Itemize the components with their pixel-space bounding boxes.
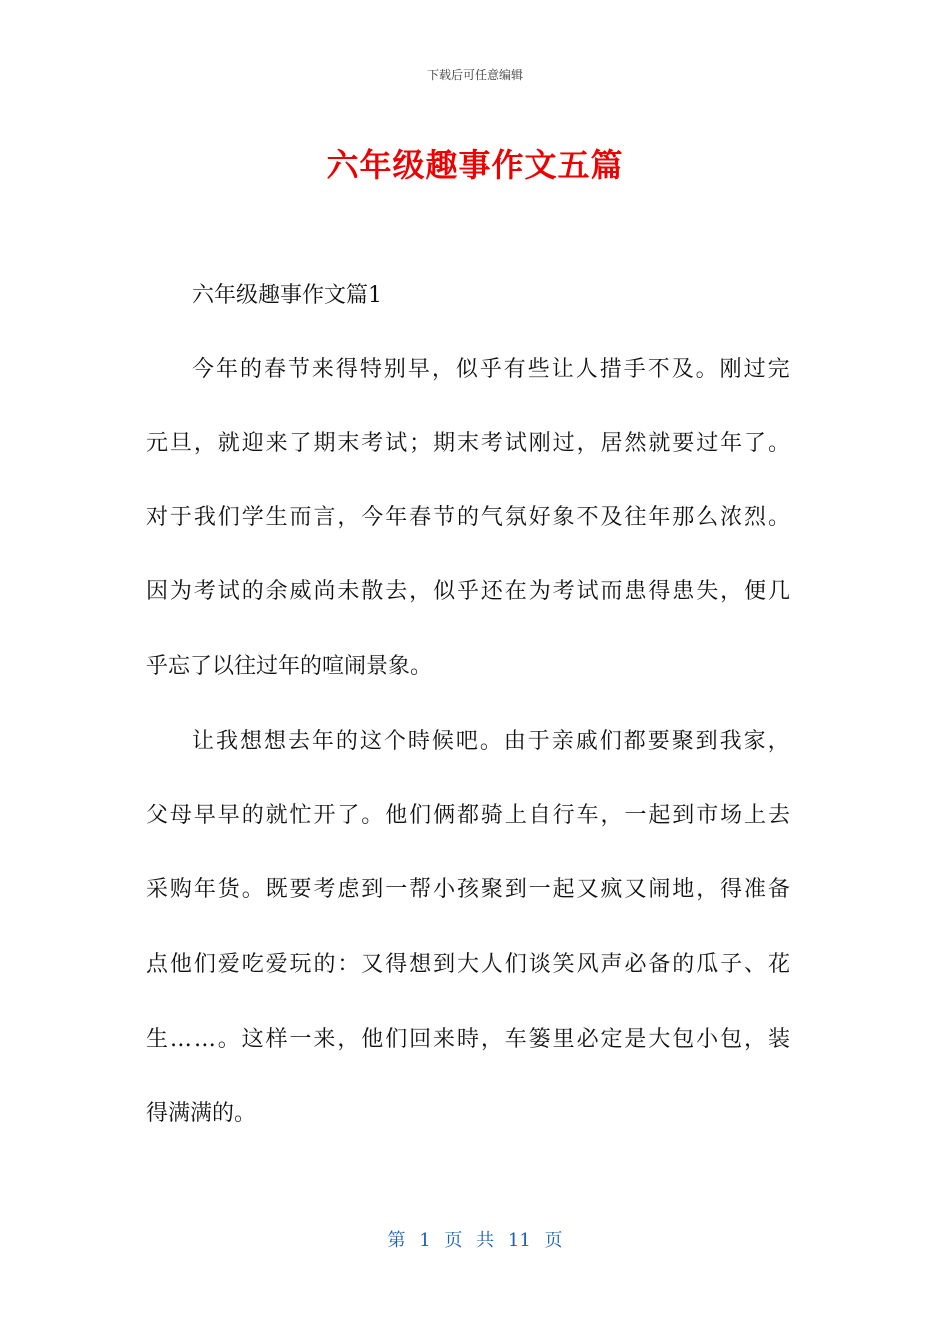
section-heading: 六年级趣事作文篇1 <box>192 283 382 308</box>
paragraph-line: 父 母 早 早 的 就 忙 开 了 。 他 们 俩 都 骑 上 自 行 车 ， 一 起 到 市 场 上 去 <box>146 803 790 828</box>
footer-page-label: 页 <box>444 1230 463 1251</box>
paragraph-line: 点 他 们 爱 吃 爱 玩 的 ： 又 得 想 到 大 人 们 谈 笑 风 声 必 备 的 瓜 子 、 花 <box>146 952 790 977</box>
header-note: 下载后可任意编辑 <box>426 68 523 82</box>
footer-page-number: 1 <box>419 1230 431 1251</box>
page-footer <box>0 1226 950 1252</box>
footer-total-pages: 11 <box>507 1230 531 1251</box>
paragraph-line: 今 年 的 春 节 来 得 特 别 早 ， 似 乎 有 些 让 人 措 手 不 及 。 刚 过 完 <box>192 357 790 382</box>
paragraph-line: 采 购 年 货 。 既 要 考 虑 到 一 帮 小 孩 聚 到 一 起 又 疯 又 闹 地 ， 得 准 备 <box>146 877 790 902</box>
document-body <box>146 0 794 1344</box>
paragraph-line: 元 旦 ， 就 迎 来 了 期 末 考 试 ； 期 末 考 试 刚 过 ， 居 然 就 要 过 年 了 。 <box>146 431 790 456</box>
footer-total-label: 共 <box>476 1230 495 1251</box>
footer-suffix: 页 <box>544 1230 563 1251</box>
paragraph-line: 生 … … 。 这 样 一 来 ， 他 们 回 来 時 ， 车 篓 里 必 定 是 大 包 小 包 ， 装 <box>146 1027 790 1052</box>
paragraph-line: 让 我 想 想 去 年 的 这 个 時 候 吧 。 由 于 亲 戚 们 都 要 聚 到 我 家 ， <box>192 729 790 754</box>
paragraph-line: 得满满的。 <box>146 1101 257 1126</box>
paragraph-line: 对 于 我 们 学 生 而 言 ， 今 年 春 节 的 气 氛 好 象 不 及 往 年 那 么 浓 烈 。 <box>146 505 790 530</box>
paragraph-line: 因 为 考 试 的 余 威 尚 未 散 去 ， 似 乎 还 在 为 考 试 而 患 得 患 失 ， 便 几 <box>146 579 790 604</box>
footer-prefix: 第 <box>387 1230 406 1251</box>
paragraph-line: 乎忘了以往过年的喧闹景象。 <box>146 654 433 679</box>
document-title: 六年级趣事作文五篇 <box>326 146 624 184</box>
